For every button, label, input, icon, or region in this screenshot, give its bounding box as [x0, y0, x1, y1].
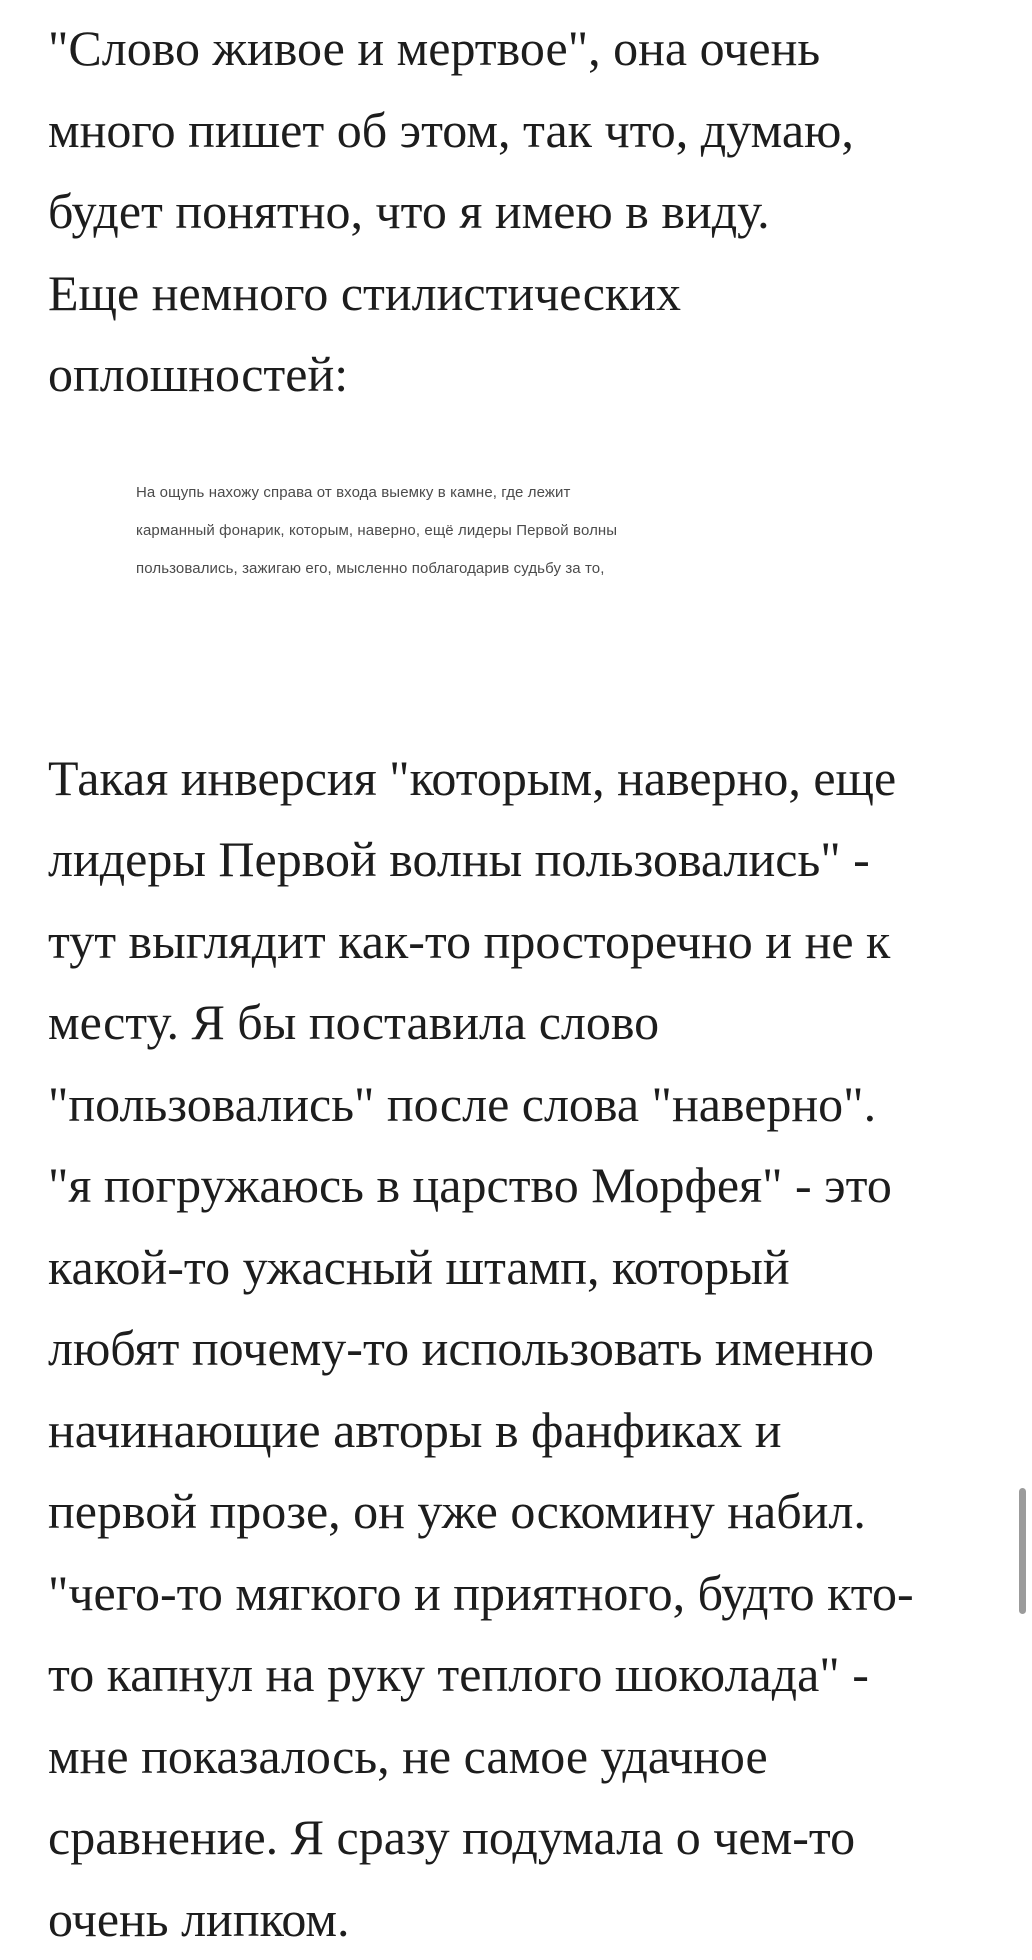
text-line: "пользовались" после слова "наверно". — [48, 1064, 988, 1146]
text-line: первой прозе, он уже оскомину набил. — [48, 1471, 988, 1553]
text-line: "чего-то мягкого и приятного, будто кто- — [48, 1553, 988, 1635]
text-line: очень липком. — [48, 1879, 988, 1960]
quote-image — [136, 474, 876, 614]
quote-line: пользовались, зажигаю его, мысленно поблагодарив судьбу за то, — [136, 550, 876, 588]
quote-line: На ощупь нахожу справа от входа выемку в камне, где лежит — [136, 474, 876, 512]
text-line: любят почему-то использовать именно — [48, 1308, 988, 1390]
text-line: много пишет об этом, так что, думаю, — [48, 90, 988, 172]
quote-image-container — [48, 416, 988, 736]
text-line: "я погружаюсь в царство Морфея" - это — [48, 1145, 988, 1227]
text-line: какой-то ужасный штамп, который — [48, 1227, 988, 1309]
text-line: оплошностей: — [48, 334, 988, 416]
text-line: будет понятно, что я имею в виду. — [48, 171, 988, 253]
text-line: начинающие авторы в фанфиках и — [48, 1390, 988, 1472]
text-line: "Слово живое и мертвое", она очень — [48, 8, 988, 90]
text-line: то капнул на руку теплого шоколада" - — [48, 1634, 988, 1716]
text-line: тут выглядит как-то просторечно и не к — [48, 901, 988, 983]
quote-line: карманный фонарик, которым, наверно, ещё лидеры Первой волны — [136, 512, 876, 550]
article-content — [48, 0, 988, 1960]
text-line: месту. Я бы поставила слово — [48, 982, 988, 1064]
top-paragraph — [48, 0, 988, 416]
bottom-paragraph — [48, 736, 988, 1960]
vertical-scrollbar[interactable] — [1019, 1488, 1026, 1614]
text-line: Такая инверсия "которым, наверно, еще — [48, 738, 988, 820]
text-line: мне показалось, не самое удачное — [48, 1716, 988, 1798]
text-line: сравнение. Я сразу подумала о чем-то — [48, 1797, 988, 1879]
text-line: лидеры Первой волны пользовались" - — [48, 819, 988, 901]
text-line: Еще немного стилистических — [48, 253, 988, 335]
